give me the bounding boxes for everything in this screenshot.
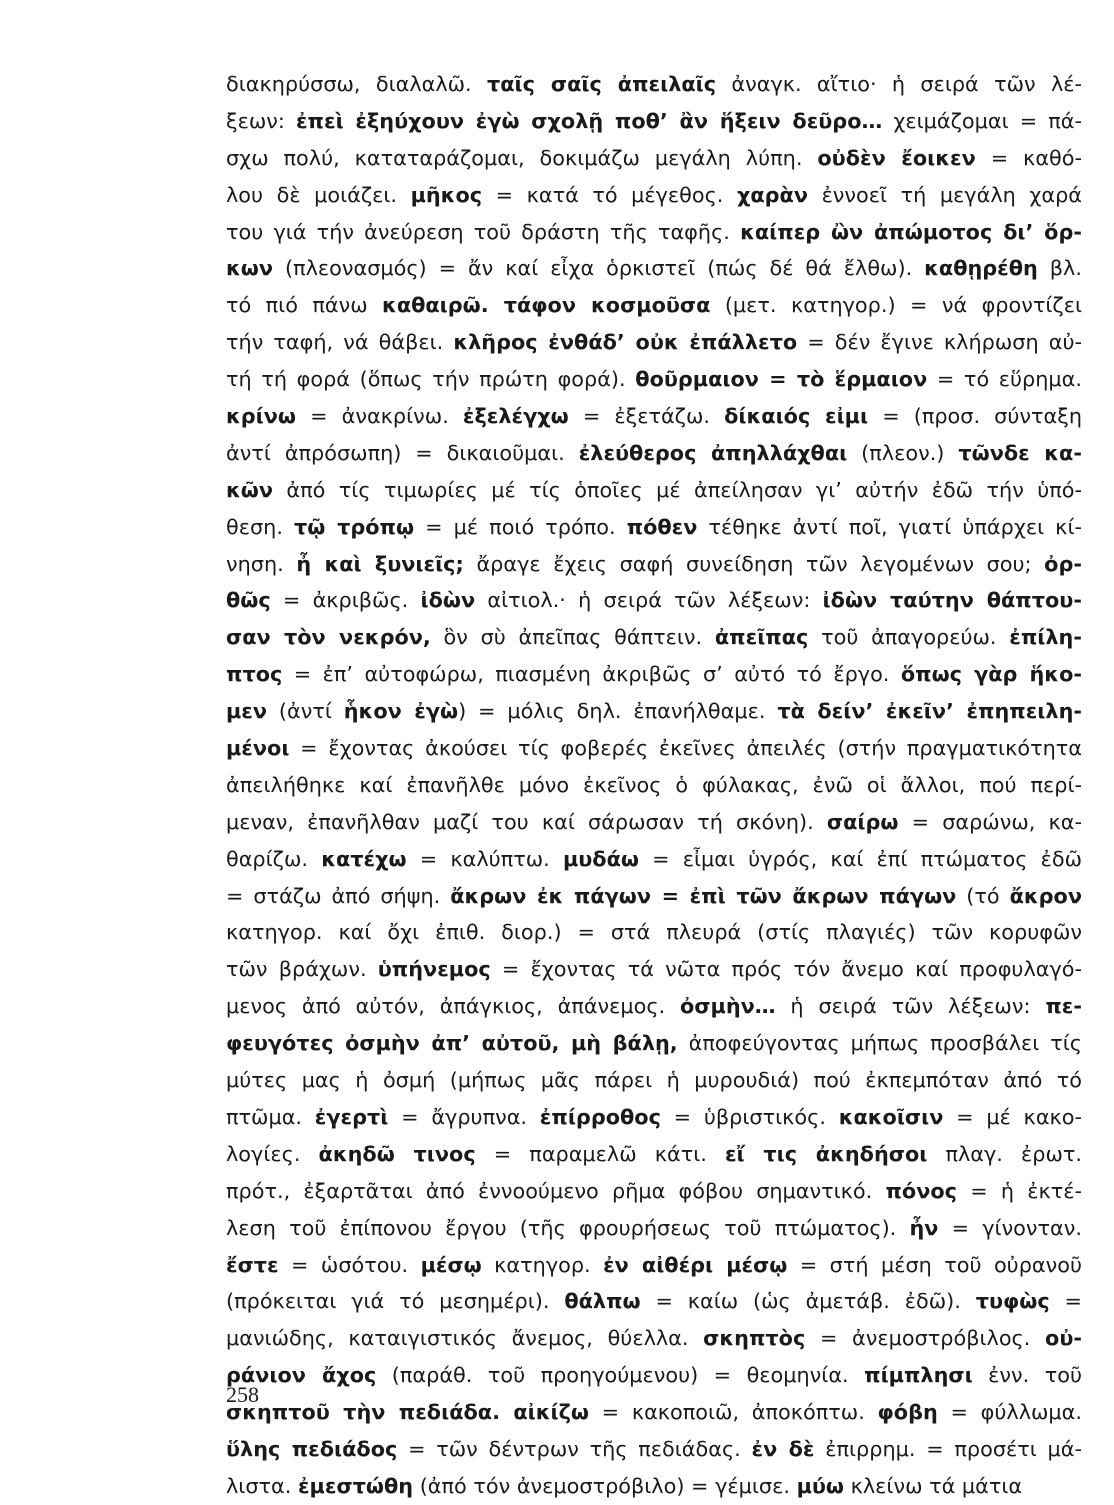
text-run: ἀπό τίς τιμωρίες μέ τίς ὁποῖες μέ ἀπείλησαν γι’ αὐτήν ἐδῶ τήν ὑπό- [273, 477, 1082, 502]
text-run: πτῶμα. [226, 1104, 315, 1129]
text-run: = ἄγρυπνα. [388, 1104, 540, 1129]
text-line [226, 1283, 1082, 1320]
bold-term: ὕλης πεδιάδος [226, 1436, 398, 1461]
text-line [226, 1099, 1082, 1136]
bold-term: φόβη [877, 1400, 938, 1425]
bold-term: πτος [226, 662, 283, 687]
text-run: (πρόκειται γιά τό μεσημέρι). [226, 1289, 565, 1314]
text-run: κατηγορ. [481, 1252, 604, 1277]
text-line [226, 435, 1082, 472]
text-run: ὃν σὺ ἀπεῖπας θάπτειν. [430, 625, 715, 650]
text-run: ἐνν. τοῦ [972, 1363, 1082, 1388]
text-run: = ἀνακρίνω. [296, 404, 463, 429]
text-run: = ὑβριστικός. [660, 1104, 839, 1129]
text-run: = κατά τό μέγεθος. [482, 182, 737, 207]
text-run: κλείνω τά μάτια [844, 1473, 1023, 1498]
text-run: = γίνονταν. [938, 1215, 1082, 1240]
text-run: = ὡσότου. [278, 1252, 421, 1277]
bold-term: οὐ- [1045, 1326, 1082, 1351]
bold-term: πόθεν [626, 514, 698, 539]
text-run: πλαγ. ἐρωτ. [927, 1141, 1082, 1166]
text-run: ἀναγκ. αἴτιο· ἡ σειρά τῶν λέ- [716, 72, 1082, 96]
text-run: κατηγορ. καί ὄχι ἐπιθ. διορ.) = στά πλευρά (στίς πλαγιές) τῶν κορυφῶν [226, 920, 1082, 945]
bold-term: πόνος [885, 1178, 958, 1203]
text-run: πρότ., ἐξαρτᾶται ἀπό ἐννοούμενο ρῆμα φόβου σημαντικό. [226, 1178, 886, 1203]
bold-term: ἦν [909, 1215, 939, 1240]
text-run: (ἀπό τόν ἀνεμοστρόβιλο) = γέμισε. [413, 1473, 797, 1498]
text-run: τῶν βράχων. [226, 957, 378, 982]
text-line [226, 509, 1082, 546]
bold-term: πίμπλησι [864, 1363, 973, 1388]
text-line [226, 1468, 1082, 1505]
text-line [226, 1394, 1082, 1431]
text-line [226, 546, 1082, 583]
text-run: μανιώδης, καταιγιστικός ἄνεμος, θύελλα. [226, 1326, 704, 1351]
text-run: λογίες. [226, 1141, 319, 1166]
text-run: = τῶν δέντρων τῆς πεδιάδας. [397, 1436, 752, 1461]
text-run: = κακοποιῶ, ἀποκόπτω. [588, 1400, 878, 1425]
text-run: = καλύπτω. [406, 846, 563, 871]
text-run: τήν ταφή, νά θάβει. [226, 330, 454, 355]
text-run: ἀντί ἀπρόσωπη) = δικαιοῦμαι. [226, 440, 579, 465]
text-line [226, 214, 1082, 251]
bold-term: ὀσμὴν… [680, 994, 776, 1019]
text-run: χειμάζομαι = πά- [882, 108, 1082, 133]
text-run: ἄραγε ἔχεις σαφή συνείδηση τῶν λεγομένων σου; [463, 551, 1045, 576]
bold-term: ράνιον ἄχος [226, 1363, 377, 1388]
bold-term: ἧκον ἐγὼ [343, 699, 459, 724]
text-run: (πλεον.) [847, 440, 959, 465]
text-line [226, 951, 1082, 988]
bold-term: ταῖς σαῖς ἀπειλαῖς [486, 72, 717, 96]
bold-term: καίπερ ὢν ἀπώμοτος δι’ ὅρ- [740, 219, 1082, 244]
text-line [226, 103, 1082, 140]
bold-term: ἄκρων ἐκ πάγων = ἐπὶ τῶν ἄκρων πάγων [450, 883, 957, 908]
bold-term: ἰδὼν [420, 588, 476, 613]
bold-term: μυδάω [562, 846, 639, 871]
text-run: ἐννοεῖ τή μεγάλη χαρά [808, 182, 1082, 207]
bold-term: θοῦρμαιον = τὸ ἕρμαιον [635, 367, 928, 392]
text-run: = ἀκριβῶς. [270, 588, 421, 613]
bold-term: σαν τὸν νεκρόν, [226, 625, 431, 650]
bold-term: χαρὰν [736, 182, 809, 207]
text-run: τέθηκε ἀντί ποῖ, γιατί ὑπάρχει κί- [697, 514, 1082, 539]
text-line [226, 177, 1082, 214]
text-line [226, 767, 1082, 804]
bold-term: μένοι [226, 736, 290, 761]
text-run: διακηρύσσω, διαλαλῶ. [226, 72, 487, 96]
text-line [226, 1025, 1082, 1062]
text-line [226, 361, 1082, 398]
bold-term: ἄκρον [1009, 883, 1082, 908]
text-run: ξεων: [226, 108, 296, 133]
text-line [226, 1320, 1082, 1357]
bold-term: ὅπως γὰρ ἥκο- [900, 662, 1082, 687]
bold-term: ἐξελέγχω [462, 404, 569, 429]
text-run: λου δὲ μοιάζει. [226, 182, 411, 207]
text-run: ) = μόλις δηλ. ἐπανήλθαμε. [458, 699, 778, 724]
text-line [226, 140, 1082, 177]
text-run: = ἀνεμοστρόβιλος. [805, 1326, 1046, 1351]
bold-term: εἴ τις ἀκηδήσοι [724, 1141, 928, 1166]
text-run: (ἀντί [267, 699, 344, 724]
text-run: = ἔχοντας ἀκούσει τίς φοβερές ἐκεῖνες ἀπειλές (στήν πραγματικότητα [289, 736, 1082, 761]
text-run: = ἐξετάζω. [568, 404, 725, 429]
bold-term: ἦ καὶ ξυνιεῖς; [296, 551, 464, 576]
text-run: θαρίζω. [226, 846, 322, 871]
text-line [226, 1136, 1082, 1173]
bold-term: κακοῖσιν [838, 1104, 944, 1129]
text-run: ἀπειλήθηκε καί ἐπανῆλθε μόνο ἐκεῖνος ὁ φύλακας, ἐνῶ οἱ ἄλλοι, πού περί- [226, 772, 1082, 797]
bold-term: θῶς [226, 588, 271, 613]
text-run: = τό εὕρημα. [927, 367, 1082, 392]
bold-term: ἔστε [226, 1252, 279, 1277]
bold-term: κλῆρος ἐνθάδ’ οὐκ ἐπάλλετο [453, 330, 798, 355]
text-run: του γιά τήν ἀνεύρεση τοῦ δράστη τῆς ταφῆς. [226, 219, 741, 244]
text-line [226, 730, 1082, 767]
text-run: ἀποφεύγοντας μήπως προσβάλει τίς [677, 1031, 1082, 1056]
bold-term: μεν [226, 699, 268, 724]
bold-term: τὰ δείν’ ἐκεῖν’ ἐπηπειλη- [777, 699, 1082, 724]
bold-term: ἐλεύθερος ἀπηλλάχθαι [578, 440, 848, 465]
text-line [226, 693, 1082, 730]
text-line [226, 324, 1082, 361]
text-line [226, 1210, 1082, 1247]
text-line [226, 250, 1082, 287]
text-run: = καθό- [975, 145, 1082, 170]
text-line [226, 1173, 1082, 1210]
text-run: = ἡ ἐκτέ- [957, 1178, 1082, 1203]
bold-term: κων [226, 256, 274, 281]
bold-term: μέσῳ [420, 1252, 482, 1277]
text-line [226, 841, 1082, 878]
text-run: τή τή φορά (ὅπως τήν πρώτη φορά). [226, 367, 636, 392]
bold-term: τῷ τρόπῳ [294, 514, 415, 539]
text-line [226, 1357, 1082, 1394]
bold-term: καθαιρῶ. τάφον κοσμοῦσα [382, 293, 711, 318]
text-line [226, 914, 1082, 951]
bold-term: κρίνω [226, 404, 297, 429]
text-line [226, 878, 1082, 915]
text-run: (μετ. κατηγορ.) = νά φροντίζει [710, 293, 1082, 318]
text-line [226, 1247, 1082, 1284]
text-line [226, 656, 1082, 693]
bold-term: οὐδὲν ἔοικεν [817, 145, 976, 170]
bold-term: ἐπίρροθος [539, 1104, 661, 1129]
text-run: (πλεονασμός) = ἄν καί εἶχα ὁρκιστεῖ (πώς δέ θά ἔλθω). [273, 256, 925, 281]
glossary-text [226, 66, 1082, 1505]
text-run: = [1049, 1289, 1082, 1314]
bold-term: ἰδὼν ταύτην θάπτου- [822, 588, 1082, 613]
text-line [226, 619, 1082, 656]
bold-term: κατέχω [321, 846, 407, 871]
text-run: αἰτιολ.· ἡ σειρά τῶν λέξεων: [475, 588, 823, 613]
text-run: (παράθ. τοῦ προηγούμενου) = θεομηνία. [376, 1363, 865, 1388]
text-run: = παραμελῶ κάτι. [475, 1141, 725, 1166]
page-number: 258 [226, 1382, 259, 1407]
text-line [226, 398, 1082, 435]
text-run: λιστα. [226, 1473, 298, 1498]
text-line [226, 66, 1082, 103]
text-line [226, 1431, 1082, 1468]
text-run: βλ. [1037, 256, 1082, 281]
bold-term: ἀκηδῶ τινος [318, 1141, 476, 1166]
text-run: = ἔχοντας τά νῶτα πρός τόν ἄνεμο καί προφυλαγό- [490, 957, 1082, 982]
text-run: λεση τοῦ ἐπίπονου ἔργου (τῆς φρουρήσεως τοῦ πτώματος). [226, 1215, 910, 1240]
bold-term: μύω [796, 1473, 844, 1498]
bold-term: σαίρω [826, 809, 899, 834]
bold-term: τῶνδε κα- [958, 440, 1082, 465]
bold-term: πε- [1045, 994, 1082, 1019]
bold-term: ἐπίλη- [1009, 625, 1082, 650]
text-line [226, 1062, 1082, 1099]
text-run: = καίω (ὡς ἀμετάβ. ἐδῶ). [640, 1289, 976, 1314]
bold-term: φευγότες ὀσμὴν ἀπ’ αὐτοῦ, μὴ βάλῃ, [226, 1031, 678, 1056]
text-run: = φύλλωμα. [937, 1400, 1082, 1425]
bold-term: καθῃρέθη [924, 256, 1038, 281]
text-run: μύτες μας ἡ ὀσμή (μήπως μᾶς πάρει ἡ μυρουδιά) πού ἐκπεμπόταν ἀπό τό [226, 1068, 1082, 1093]
text-run: μενος ἀπό αὐτόν, ἀπάγκιος, ἀπάνεμος. [226, 994, 681, 1019]
bold-term: ἐν δὲ [751, 1436, 815, 1461]
text-run: τό πιό πάνω [226, 293, 383, 318]
text-run: σχω πολύ, καταταράζομαι, δοκιμάζω μεγάλη λύπη. [226, 145, 818, 170]
text-run: ἐπιρρημ. = προσέτι μά- [814, 1436, 1082, 1461]
text-run: θεση. [226, 514, 295, 539]
text-line [226, 472, 1082, 509]
text-run: = μέ κακο- [943, 1104, 1082, 1129]
bold-term: ἀπεῖπας [714, 625, 809, 650]
text-run: μεναν, ἐπανῆλθαν μαζί του καί σάρωσαν τή σκόνη). [226, 809, 827, 834]
bold-term: κῶν [226, 477, 274, 502]
text-line [226, 287, 1082, 324]
bold-term: σκηπτοῦ τὴν πεδιάδα. αἰκίζω [226, 1400, 589, 1425]
bold-term: ἐν αἰθέρι μέσῳ [603, 1252, 788, 1277]
text-run: = δέν ἔγινε κλήρωση αὐ- [797, 330, 1082, 355]
bold-term: ὀρ- [1044, 551, 1082, 576]
bold-term: δίκαιός εἰμι [724, 404, 869, 429]
text-run: = (προσ. σύνταξη [868, 404, 1082, 429]
bold-term: ἐγερτὶ [314, 1104, 389, 1129]
text-run: = ἐπ’ αὐτοφώρω, πιασμένη ἀκριβῶς σ’ αὐτό τό ἔργο. [282, 662, 901, 687]
text-run: (τό [956, 883, 1010, 908]
text-line [226, 582, 1082, 619]
text-line [226, 988, 1082, 1025]
text-run: νηση. [226, 551, 297, 576]
bold-term: μῆκος [410, 182, 483, 207]
text-run: ἡ σειρά τῶν λέξεων: [775, 994, 1046, 1019]
text-run: = στή μέση τοῦ οὐρανοῦ [787, 1252, 1082, 1277]
bold-term: σκηπτὸς [703, 1326, 806, 1351]
text-run: τοῦ ἀπαγορεύω. [808, 625, 1010, 650]
bold-term: θάλπω [564, 1289, 641, 1314]
text-run: = εἶμαι ὑγρός, καί ἐπί πτώματος ἐδῶ [638, 846, 1082, 871]
text-run: = σαρώνω, κα- [898, 809, 1082, 834]
bold-term: ὑπήνεμος [377, 957, 491, 982]
bold-term: ἐμεστώθη [297, 1473, 414, 1498]
text-run: = στάζω ἀπό σήψη. [226, 883, 451, 908]
bold-term: τυφὼς [975, 1289, 1050, 1314]
bold-term: ἐπεὶ ἐξηύχουν ἐγὼ σχολῇ ποθ’ ἂν ἥξειν δεῦρο… [295, 108, 883, 133]
text-line [226, 804, 1082, 841]
text-run: = μέ ποιό τρόπο. [414, 514, 627, 539]
